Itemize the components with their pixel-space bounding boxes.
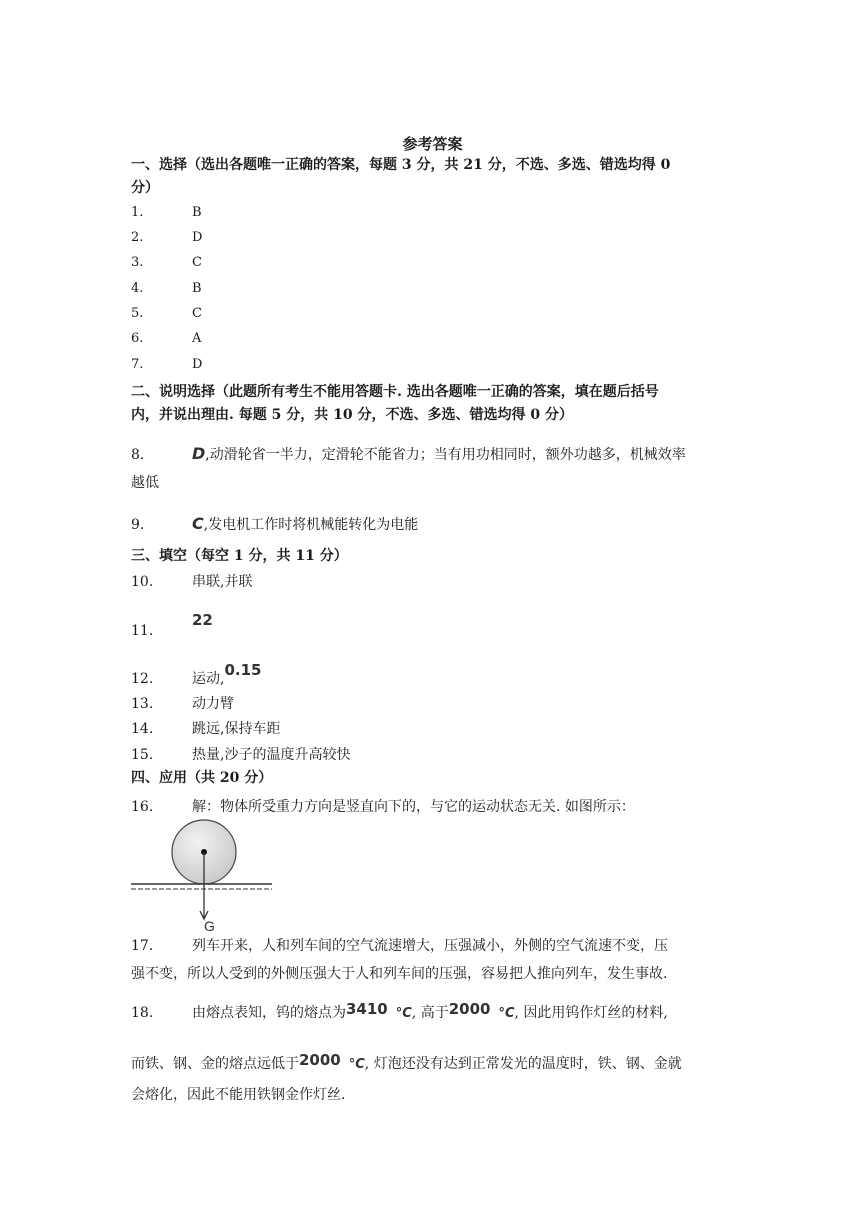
question-11	[131, 606, 741, 645]
section4-heading: 四、应用（共 20 分）	[131, 770, 273, 786]
section1-heading: 一、选择（选出各题唯一正确的答案，每题 3 分，共 21 分，不选、多选、错选均得 0 分）	[131, 157, 671, 196]
answer-letter: C	[192, 514, 204, 533]
question-12: 12. 运动,0.15	[131, 656, 741, 693]
gravity-label: G	[204, 918, 215, 934]
question-number: 9.	[131, 517, 145, 533]
answer-number: 2.	[131, 230, 144, 245]
answer-letter: B	[192, 281, 202, 296]
gravity-figure	[128, 815, 278, 935]
temperature-unit: °C	[395, 1006, 412, 1021]
answer-letter: D	[192, 357, 203, 372]
answer-letter: D	[192, 444, 206, 463]
answer-number: 7.	[131, 357, 144, 372]
answer-letter: B	[192, 205, 202, 220]
question-number: 18.	[131, 1005, 154, 1021]
question-13: 13. 动力臂	[131, 690, 741, 718]
question-8: 8. D,动滑轮省一半力，定滑轮不能省力；当有用功相同时，额外功越多，机械效率 越低	[131, 440, 741, 497]
question-number: 8.	[131, 447, 145, 463]
question-15: 15. 热量,沙子的温度升高较快	[131, 741, 741, 769]
answer-value: 0.15	[224, 661, 262, 679]
answer-number: 1.	[131, 205, 144, 220]
question-9: 9. C,发电机工作时将机械能转化为电能	[131, 510, 741, 539]
question-10: 10. 串联,并联	[131, 568, 741, 596]
question-number: 13.	[131, 696, 154, 712]
question-17: 17. 列车开来，人和列车间的空气流速增大，压强减小，外侧的空气流速不变，压 强不变，所以人受到的外侧压强大于人和列车间的压强，容易把人推向列车，发生事故.	[131, 932, 741, 988]
answer-letter: C	[192, 306, 202, 321]
section2-heading: 二、说明选择（此题所有考生不能用答题卡. 选出各题唯一正确的答案，填在题后括号 内，并说出理由. 每题 5 分，共 10 分，不选、多选、错选均得 0 分）	[131, 384, 659, 423]
question-number: 10.	[131, 574, 154, 590]
answer-letter: A	[192, 331, 202, 346]
answer-letter: D	[192, 230, 203, 245]
temperature-value: 2000	[448, 1000, 491, 1018]
temperature-value: 2000	[299, 1051, 341, 1069]
question-14: 14. 跳远,保持车距	[131, 715, 741, 743]
question-16: 16. 解：物体所受重力方向是竖直向下的，与它的运动状态无关. 如图所示：	[131, 793, 741, 821]
question-number: 16.	[131, 799, 154, 815]
temperature-unit: °C	[348, 1057, 365, 1072]
answer-number: 5.	[131, 306, 144, 321]
temperature-unit: °C	[498, 1006, 515, 1021]
answer-number: 4.	[131, 281, 144, 296]
temperature-value: 3410	[346, 1000, 388, 1018]
question-number: 17.	[131, 938, 154, 954]
answer-number: 3.	[131, 255, 144, 270]
question-number: 12.	[131, 671, 154, 687]
answer-value: 22	[192, 611, 213, 629]
answer-letter: C	[192, 255, 202, 270]
question-number: 11.	[131, 623, 154, 639]
section3-heading: 三、填空（每空 1 分，共 11 分）	[131, 548, 348, 564]
question-18: 18. 由熔点表知，钨的熔点为3410 °C, 高于2000 °C, 因此用钨作灯丝的材料, 而铁、钢、金的熔点远低于2000 °C, 灯泡还没有达到正常发光的温度时，铁、钢、金就 会熔化，因此不能用铁钢金作灯丝.	[131, 1000, 682, 1103]
page-title: 参考答案	[402, 135, 463, 153]
question-number: 14.	[131, 721, 154, 737]
question-number: 15.	[131, 747, 154, 763]
answer-number: 6.	[131, 331, 144, 346]
